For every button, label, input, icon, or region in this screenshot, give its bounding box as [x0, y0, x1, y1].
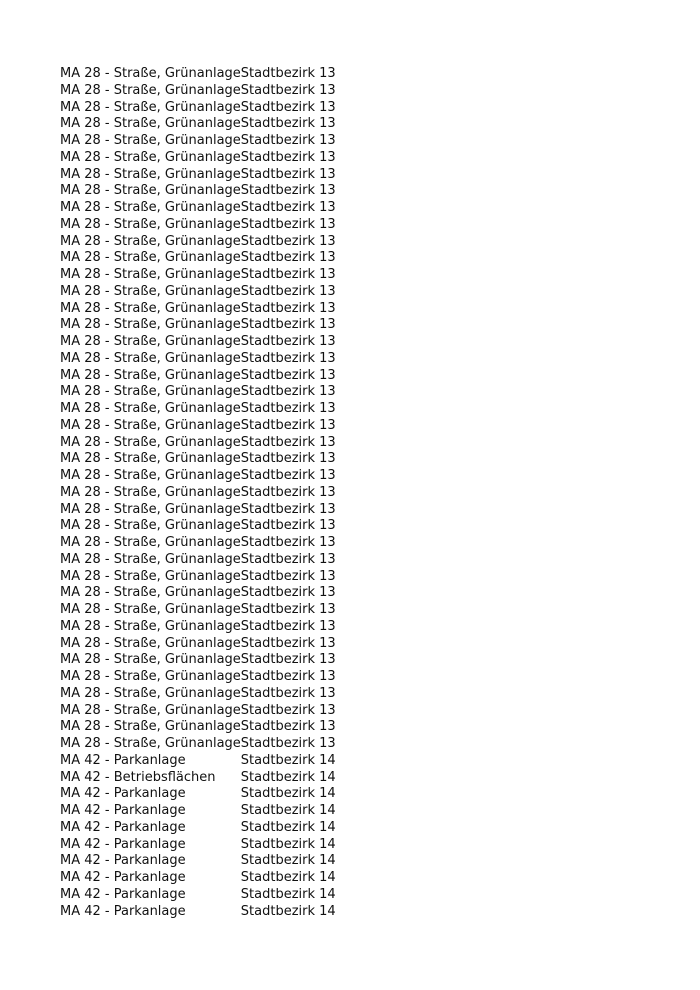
- department-cell: MA 28 - Straße, Grünanlage: [60, 468, 241, 483]
- department-cell: MA 28 - Straße, Grünanlage: [60, 434, 241, 450]
- table-row: [60, 334, 361, 351]
- table-row: [60, 803, 361, 820]
- department-cell: MA 28 - Straße, Grünanlage: [60, 585, 241, 601]
- table-row: [60, 267, 361, 284]
- district-cell: Stadtbezirk 13: [240, 99, 336, 115]
- table-row: [60, 820, 361, 837]
- table-row: [60, 468, 361, 485]
- table-row: [60, 602, 361, 619]
- department-cell: MA 42 - Parkanlage: [60, 803, 186, 818]
- district-cell: Stadtbezirk 14: [240, 752, 336, 768]
- table-row: [60, 887, 361, 904]
- district-cell: Stadtbezirk 13: [240, 183, 336, 199]
- district-cell: Stadtbezirk 13: [240, 518, 336, 534]
- district-cell: Stadtbezirk 14: [240, 853, 336, 869]
- table-row: [60, 66, 361, 83]
- district-cell: Stadtbezirk 13: [240, 702, 336, 718]
- district-cell: Stadtbezirk 13: [240, 468, 336, 483]
- table-row: [60, 853, 361, 870]
- table-row: [60, 770, 361, 787]
- district-cell: Stadtbezirk 14: [240, 819, 336, 835]
- table-row: [60, 569, 361, 586]
- department-cell: MA 28 - Straße, Grünanlage: [60, 300, 241, 316]
- department-cell: MA 42 - Betriebsflächen: [60, 769, 216, 785]
- district-cell: Stadtbezirk 13: [240, 200, 336, 215]
- table-row: [60, 384, 361, 401]
- district-cell: Stadtbezirk 14: [240, 903, 336, 919]
- table-row: [60, 317, 361, 334]
- department-cell: MA 28 - Straße, Grünanlage: [60, 149, 241, 165]
- district-cell: Stadtbezirk 13: [240, 501, 336, 517]
- table-row: [60, 451, 361, 468]
- table-row: [60, 669, 361, 686]
- district-cell: Stadtbezirk 14: [240, 803, 336, 818]
- table-row: [60, 518, 361, 535]
- document-table-body: [60, 66, 361, 920]
- district-cell: Stadtbezirk 13: [240, 685, 336, 701]
- table-row: [60, 250, 361, 267]
- department-cell: MA 28 - Straße, Grünanlage: [60, 133, 241, 148]
- district-cell: Stadtbezirk 13: [240, 133, 336, 148]
- district-cell: Stadtbezirk 14: [240, 786, 336, 802]
- department-cell: MA 28 - Straße, Grünanlage: [60, 719, 241, 735]
- department-cell: MA 42 - Parkanlage: [60, 752, 186, 768]
- department-cell: MA 28 - Straße, Grünanlage: [60, 568, 241, 584]
- table-row: [60, 686, 361, 703]
- department-cell: MA 28 - Straße, Grünanlage: [60, 685, 241, 701]
- district-cell: Stadtbezirk 14: [240, 769, 336, 785]
- district-cell: Stadtbezirk 13: [240, 451, 336, 467]
- table-row: [60, 116, 361, 133]
- table-row: [60, 301, 361, 318]
- department-cell: MA 28 - Straße, Grünanlage: [60, 602, 241, 617]
- table-row: [60, 753, 361, 770]
- department-cell: MA 28 - Straße, Grünanlage: [60, 216, 241, 232]
- district-cell: Stadtbezirk 13: [240, 618, 336, 634]
- table-row: [60, 619, 361, 636]
- table-row: [60, 100, 361, 117]
- document-table: [60, 66, 361, 920]
- table-row: [60, 150, 361, 167]
- district-cell: Stadtbezirk 13: [240, 719, 336, 735]
- department-cell: MA 28 - Straße, Grünanlage: [60, 200, 241, 215]
- table-row: [60, 636, 361, 653]
- department-cell: MA 28 - Straße, Grünanlage: [60, 736, 241, 751]
- department-cell: MA 42 - Parkanlage: [60, 886, 186, 902]
- table-row: [60, 234, 361, 251]
- department-cell: MA 28 - Straße, Grünanlage: [60, 350, 241, 366]
- table-row: [60, 736, 361, 753]
- district-cell: Stadtbezirk 13: [240, 66, 336, 81]
- district-cell: Stadtbezirk 13: [240, 82, 336, 98]
- table-row: [60, 200, 361, 217]
- table-row: [60, 870, 361, 887]
- district-cell: Stadtbezirk 13: [240, 585, 336, 601]
- district-cell: Stadtbezirk 13: [240, 736, 336, 751]
- district-cell: Stadtbezirk 13: [240, 484, 336, 500]
- department-cell: MA 28 - Straße, Grünanlage: [60, 283, 241, 299]
- district-cell: Stadtbezirk 14: [240, 886, 336, 902]
- district-cell: Stadtbezirk 13: [240, 267, 336, 282]
- table-row: [60, 368, 361, 385]
- department-cell: MA 28 - Straße, Grünanlage: [60, 334, 241, 349]
- district-cell: Stadtbezirk 13: [240, 384, 336, 400]
- district-cell: Stadtbezirk 13: [240, 551, 336, 567]
- table-row: [60, 585, 361, 602]
- district-cell: Stadtbezirk 13: [240, 417, 336, 433]
- table-row: [60, 183, 361, 200]
- district-cell: Stadtbezirk 13: [240, 149, 336, 165]
- table-row: [60, 418, 361, 435]
- department-cell: MA 28 - Straße, Grünanlage: [60, 635, 241, 651]
- table-row: [60, 719, 361, 736]
- district-cell: Stadtbezirk 13: [240, 334, 336, 349]
- district-cell: Stadtbezirk 13: [240, 216, 336, 232]
- district-cell: Stadtbezirk 13: [240, 401, 336, 416]
- department-cell: MA 28 - Straße, Grünanlage: [60, 535, 241, 550]
- department-cell: MA 28 - Straße, Grünanlage: [60, 451, 241, 467]
- table-row: [60, 485, 361, 502]
- district-cell: Stadtbezirk 13: [240, 568, 336, 584]
- table-row: [60, 904, 361, 921]
- department-cell: MA 28 - Straße, Grünanlage: [60, 501, 241, 517]
- district-cell: Stadtbezirk 13: [240, 602, 336, 617]
- department-cell: MA 42 - Parkanlage: [60, 903, 186, 919]
- department-cell: MA 28 - Straße, Grünanlage: [60, 702, 241, 718]
- department-cell: MA 28 - Straße, Grünanlage: [60, 66, 241, 81]
- department-cell: MA 28 - Straße, Grünanlage: [60, 484, 241, 500]
- table-row: [60, 351, 361, 368]
- department-cell: MA 28 - Straße, Grünanlage: [60, 417, 241, 433]
- department-cell: MA 28 - Straße, Grünanlage: [60, 116, 241, 132]
- district-cell: Stadtbezirk 13: [240, 166, 336, 182]
- department-cell: MA 28 - Straße, Grünanlage: [60, 669, 241, 684]
- table-row: [60, 83, 361, 100]
- district-cell: Stadtbezirk 13: [240, 283, 336, 299]
- table-row: [60, 552, 361, 569]
- district-cell: Stadtbezirk 14: [240, 836, 336, 852]
- department-cell: MA 42 - Parkanlage: [60, 836, 186, 852]
- district-cell: Stadtbezirk 13: [240, 250, 336, 266]
- district-cell: Stadtbezirk 13: [240, 300, 336, 316]
- district-cell: Stadtbezirk 13: [240, 669, 336, 684]
- department-cell: MA 28 - Straße, Grünanlage: [60, 99, 241, 115]
- table-row: [60, 535, 361, 552]
- table-row: [60, 703, 361, 720]
- table-row: [60, 133, 361, 150]
- district-cell: Stadtbezirk 13: [240, 535, 336, 550]
- department-cell: MA 28 - Straße, Grünanlage: [60, 618, 241, 634]
- table-row: [60, 837, 361, 854]
- department-cell: MA 28 - Straße, Grünanlage: [60, 367, 241, 383]
- district-cell: Stadtbezirk 13: [240, 116, 336, 132]
- table-row: [60, 502, 361, 519]
- department-cell: MA 28 - Straße, Grünanlage: [60, 551, 241, 567]
- department-cell: MA 28 - Straße, Grünanlage: [60, 250, 241, 266]
- table-row: [60, 217, 361, 234]
- department-cell: MA 28 - Straße, Grünanlage: [60, 652, 241, 668]
- department-cell: MA 42 - Parkanlage: [60, 870, 186, 885]
- district-cell: Stadtbezirk 13: [240, 367, 336, 383]
- department-cell: MA 28 - Straße, Grünanlage: [60, 267, 241, 282]
- department-cell: MA 28 - Straße, Grünanlage: [60, 166, 241, 182]
- table-row: [60, 435, 361, 452]
- department-cell: MA 28 - Straße, Grünanlage: [60, 384, 241, 400]
- department-cell: MA 28 - Straße, Grünanlage: [60, 233, 241, 249]
- district-cell: Stadtbezirk 13: [240, 434, 336, 450]
- district-cell: Stadtbezirk 14: [240, 870, 336, 885]
- department-cell: MA 42 - Parkanlage: [60, 786, 186, 802]
- department-cell: MA 28 - Straße, Grünanlage: [60, 401, 241, 416]
- district-cell: Stadtbezirk 13: [240, 350, 336, 366]
- table-row: [60, 284, 361, 301]
- district-cell: Stadtbezirk 13: [240, 635, 336, 651]
- table-row: [60, 786, 361, 803]
- district-cell: Stadtbezirk 13: [240, 652, 336, 668]
- department-cell: MA 28 - Straße, Grünanlage: [60, 317, 241, 333]
- table-row: [60, 167, 361, 184]
- district-cell: Stadtbezirk 13: [240, 233, 336, 249]
- department-cell: MA 28 - Straße, Grünanlage: [60, 183, 241, 199]
- department-cell: MA 28 - Straße, Grünanlage: [60, 82, 241, 98]
- table-row: [60, 652, 361, 669]
- department-cell: MA 28 - Straße, Grünanlage: [60, 518, 241, 534]
- table-row: [60, 401, 361, 418]
- department-cell: MA 42 - Parkanlage: [60, 853, 186, 869]
- district-cell: Stadtbezirk 13: [240, 317, 336, 333]
- department-cell: MA 42 - Parkanlage: [60, 819, 186, 835]
